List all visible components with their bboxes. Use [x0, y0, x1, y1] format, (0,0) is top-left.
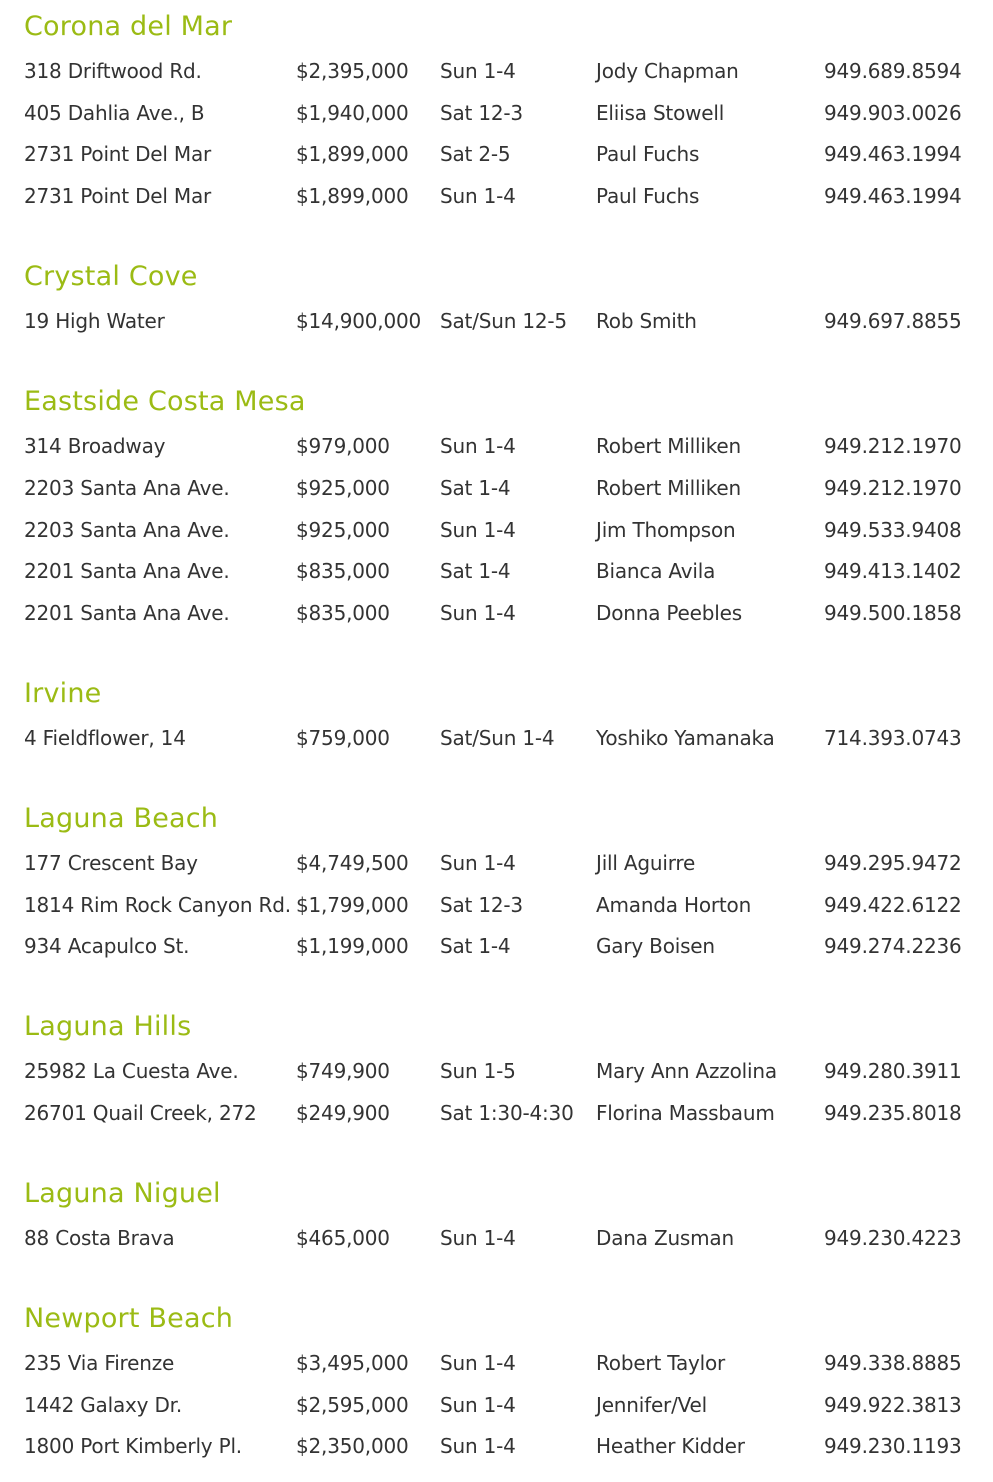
open-time-cell: Sat 1-4	[440, 475, 511, 500]
agent-cell: Jennifer/Vel	[596, 1392, 708, 1417]
agent-cell: Florina Massbaum	[596, 1101, 775, 1125]
listing-row	[0, 515, 993, 545]
listing-row	[0, 181, 993, 211]
listing-row	[0, 1390, 993, 1420]
address-cell: 4 Fieldflower, 14	[24, 725, 186, 750]
price-cell: $925,000	[296, 475, 390, 500]
price-cell: $1,899,000	[296, 184, 409, 209]
address-cell: 26701 Quail Creek, 272	[24, 1101, 257, 1125]
phone-cell: 949.697.8855	[824, 309, 962, 334]
agent-cell: Paul Fuchs	[596, 184, 700, 209]
price-cell: $2,595,000	[296, 1392, 409, 1417]
listing-row	[0, 723, 993, 753]
price-cell: $979,000	[296, 434, 390, 459]
agent-cell: Robert Taylor	[596, 1351, 726, 1375]
section-heading: Eastside Costa Mesa	[24, 386, 306, 418]
price-cell: $1,899,000	[296, 142, 409, 167]
address-cell: 25982 La Cuesta Ave.	[24, 1059, 239, 1084]
agent-cell: Robert Milliken	[596, 434, 741, 459]
price-cell: $1,799,000	[296, 892, 409, 917]
listing-row	[0, 890, 993, 920]
listing-row	[0, 556, 993, 586]
price-cell: $835,000	[296, 559, 390, 584]
address-cell: 934 Acapulco St.	[24, 934, 190, 959]
phone-cell: 949.230.1193	[824, 1434, 962, 1459]
address-cell: 405 Dahlia Ave., B	[24, 100, 205, 125]
agent-cell: Mary Ann Azzolina	[596, 1059, 777, 1084]
open-time-cell: Sun 1-4	[440, 1351, 516, 1375]
listing-row	[0, 431, 993, 461]
open-time-cell: Sun 1-5	[440, 1059, 516, 1084]
listing-row	[0, 931, 993, 961]
section-heading: Newport Beach	[24, 1303, 234, 1334]
address-cell: 2731 Point Del Mar	[24, 184, 212, 209]
open-time-cell: Sat/Sun 12-5	[440, 309, 567, 334]
listing-row	[0, 306, 993, 336]
open-time-cell: Sun 1-4	[440, 184, 516, 209]
listing-row	[0, 139, 993, 169]
price-cell: $3,495,000	[296, 1351, 409, 1375]
open-time-cell: Sat 1-4	[440, 559, 511, 584]
price-cell: $835,000	[296, 600, 390, 625]
listing-row	[0, 1431, 993, 1461]
section-heading: Laguna Niguel	[24, 1178, 221, 1209]
section-heading: Laguna Beach	[24, 802, 219, 834]
phone-cell: 949.338.8885	[824, 1351, 962, 1375]
open-time-cell: Sun 1-4	[440, 1392, 516, 1417]
section-heading: Irvine	[24, 677, 102, 709]
phone-cell: 949.533.9408	[824, 517, 962, 542]
listing-row	[0, 56, 993, 86]
agent-cell: Jim Thompson	[596, 517, 736, 542]
price-cell: $465,000	[296, 1226, 390, 1250]
listing-row	[0, 1223, 993, 1253]
phone-cell: 949.689.8594	[824, 59, 962, 83]
listing-row	[0, 1348, 993, 1378]
price-cell: $14,900,000	[296, 309, 422, 334]
phone-cell: 714.393.0743	[824, 725, 962, 750]
agent-cell: Eliisa Stowell	[596, 100, 725, 125]
address-cell: 177 Crescent Bay	[24, 850, 198, 875]
address-cell: 2201 Santa Ana Ave.	[24, 600, 230, 625]
phone-cell: 949.212.1970	[824, 434, 962, 459]
price-cell: $1,940,000	[296, 100, 409, 125]
agent-cell: Yoshiko Yamanaka	[596, 725, 775, 750]
price-cell: $2,350,000	[296, 1434, 409, 1459]
section-heading: Corona del Mar	[24, 11, 233, 42]
agent-cell: Dana Zusman	[596, 1226, 734, 1250]
open-time-cell: Sat 12-3	[440, 892, 523, 917]
listing-row	[0, 473, 993, 503]
listing-row	[0, 1056, 993, 1086]
address-cell: 235 Via Firenze	[24, 1351, 175, 1375]
phone-cell: 949.230.4223	[824, 1226, 962, 1250]
listing-row	[0, 98, 993, 128]
address-cell: 318 Driftwood Rd.	[24, 59, 202, 83]
open-time-cell: Sat/Sun 1-4	[440, 725, 555, 750]
section-heading: Laguna Hills	[24, 1011, 192, 1043]
phone-cell: 949.922.3813	[824, 1392, 962, 1417]
open-time-cell: Sun 1-4	[440, 434, 516, 459]
phone-cell: 949.422.6122	[824, 892, 962, 917]
phone-cell: 949.212.1970	[824, 475, 962, 500]
phone-cell: 949.274.2236	[824, 934, 962, 959]
address-cell: 2201 Santa Ana Ave.	[24, 559, 230, 584]
open-time-cell: Sat 1-4	[440, 934, 511, 959]
price-cell: $1,199,000	[296, 934, 409, 959]
address-cell: 1442 Galaxy Dr.	[24, 1392, 182, 1417]
phone-cell: 949.295.9472	[824, 850, 962, 875]
agent-cell: Paul Fuchs	[596, 142, 700, 167]
agent-cell: Bianca Avila	[596, 559, 716, 584]
price-cell: $759,000	[296, 725, 390, 750]
address-cell: 2203 Santa Ana Ave.	[24, 517, 230, 542]
price-cell: $749,900	[296, 1059, 390, 1084]
agent-cell: Donna Peebles	[596, 600, 742, 625]
address-cell: 2731 Point Del Mar	[24, 142, 212, 167]
phone-cell: 949.413.1402	[824, 559, 962, 584]
agent-cell: Rob Smith	[596, 309, 697, 334]
phone-cell: 949.463.1994	[824, 184, 962, 209]
agent-cell: Amanda Horton	[596, 892, 752, 917]
phone-cell: 949.903.0026	[824, 100, 962, 125]
open-time-cell: Sun 1-4	[440, 59, 516, 83]
open-time-cell: Sat 1:30-4:30	[440, 1101, 574, 1125]
agent-cell: Robert Milliken	[596, 475, 741, 500]
address-cell: 1814 Rim Rock Canyon Rd.	[24, 892, 291, 917]
price-cell: $2,395,000	[296, 59, 409, 83]
open-time-cell: Sat 12-3	[440, 100, 523, 125]
address-cell: 88 Costa Brava	[24, 1226, 175, 1250]
agent-cell: Heather Kidder	[596, 1434, 745, 1459]
listing-row	[0, 598, 993, 628]
open-time-cell: Sun 1-4	[440, 517, 516, 542]
price-cell: $4,749,500	[296, 850, 409, 875]
address-cell: 1800 Port Kimberly Pl.	[24, 1434, 242, 1459]
address-cell: 2203 Santa Ana Ave.	[24, 475, 230, 500]
phone-cell: 949.280.3911	[824, 1059, 962, 1084]
section-heading: Crystal Cove	[24, 261, 198, 293]
phone-cell: 949.500.1858	[824, 600, 962, 625]
listing-row	[0, 848, 993, 878]
address-cell: 19 High Water	[24, 309, 165, 334]
listing-row	[0, 1098, 993, 1128]
address-cell: 314 Broadway	[24, 434, 166, 459]
open-time-cell: Sun 1-4	[440, 850, 516, 875]
price-cell: $249,900	[296, 1101, 390, 1125]
open-time-cell: Sun 1-4	[440, 1226, 516, 1250]
agent-cell: Gary Boisen	[596, 934, 715, 959]
open-time-cell: Sat 2-5	[440, 142, 511, 167]
open-time-cell: Sun 1-4	[440, 1434, 516, 1459]
agent-cell: Jill Aguirre	[596, 850, 696, 875]
agent-cell: Jody Chapman	[596, 59, 739, 83]
phone-cell: 949.235.8018	[824, 1101, 962, 1125]
phone-cell: 949.463.1994	[824, 142, 962, 167]
price-cell: $925,000	[296, 517, 390, 542]
open-time-cell: Sun 1-4	[440, 600, 516, 625]
